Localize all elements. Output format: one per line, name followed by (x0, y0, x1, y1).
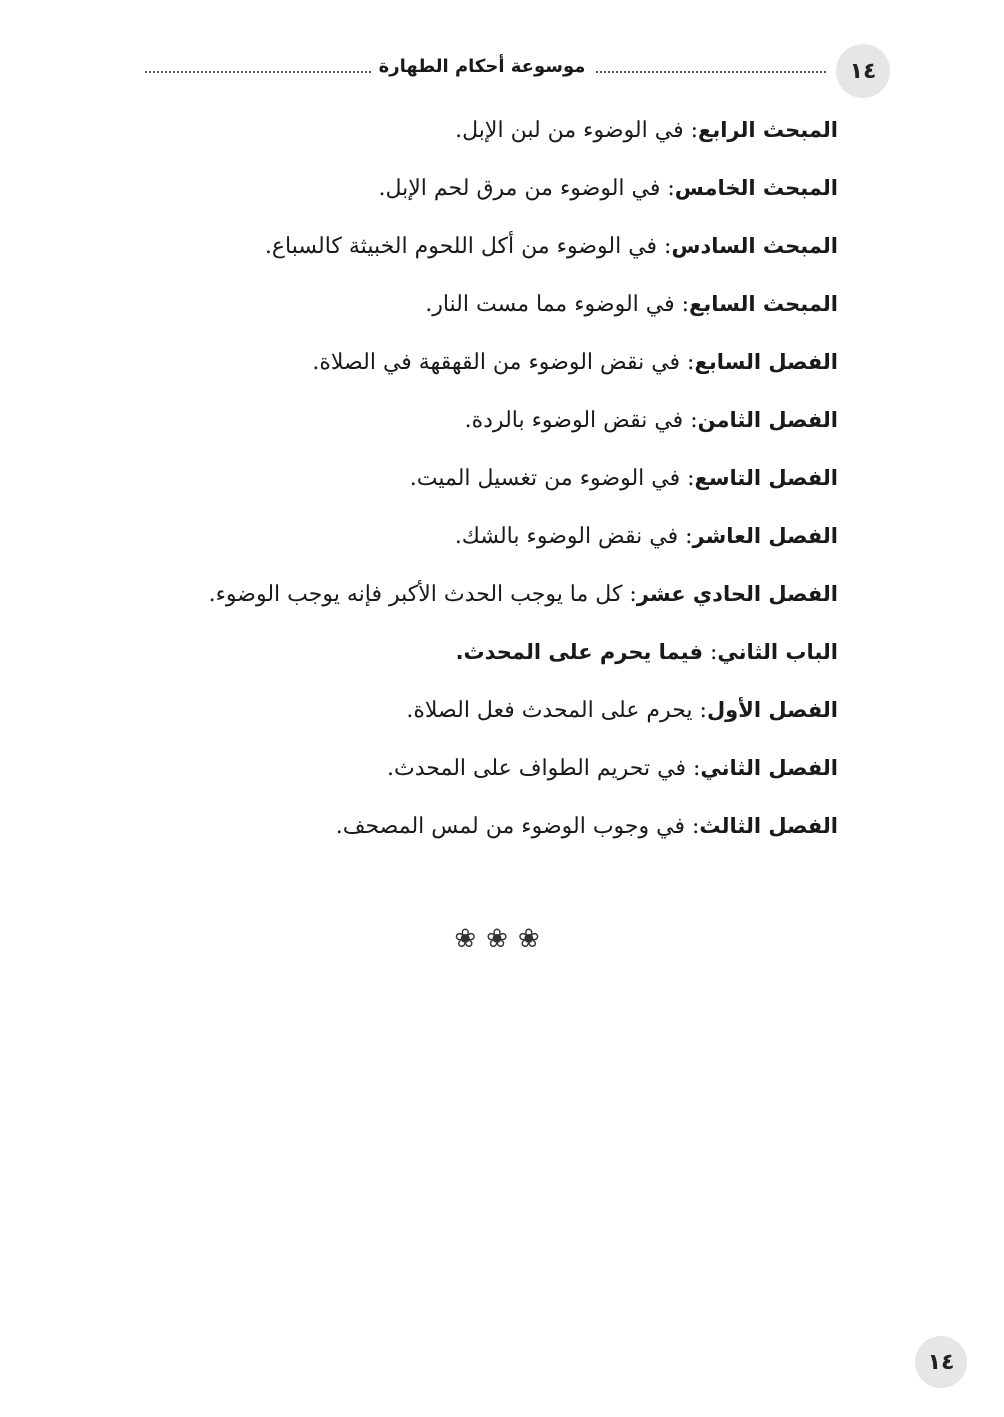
toc-line-label: المبحث الخامس (674, 176, 838, 200)
toc-line-label: المبحث الرابع (698, 118, 838, 142)
footer-page-number: ١٤ (915, 1336, 967, 1388)
toc-line-label: الفصل التاسع (694, 466, 838, 490)
toc-line-text: : في الوضوء مما مست النار. (425, 292, 690, 317)
toc-line (158, 746, 838, 804)
toc-line-label: الفصل العاشر (692, 524, 838, 548)
toc-line (158, 804, 838, 862)
toc-line (158, 108, 838, 166)
toc-line-text: : في الوضوء من مرق لحم الإبل. (378, 176, 675, 201)
toc-line-label: الباب الثاني (717, 640, 838, 664)
toc-line (158, 572, 838, 630)
toc-line-text: : في وجوب الوضوء من لمس المصحف. (335, 814, 700, 839)
toc-line-chapter (158, 630, 838, 688)
toc-line (158, 688, 838, 746)
header-page-number: ١٤ (836, 44, 890, 98)
toc-line-label: المبحث السابع (689, 292, 838, 316)
toc-line-text: : في الوضوء من لبن الإبل. (455, 118, 698, 143)
toc-line (158, 456, 838, 514)
toc-line-text: : في الوضوء من تغسيل الميت. (409, 466, 695, 491)
toc-content (158, 108, 838, 862)
toc-line-label: الفصل الثامن (697, 408, 838, 432)
toc-line-text: : في نقض الوضوء بالردة. (464, 408, 698, 433)
toc-line (158, 224, 838, 282)
header-dotted-rule-left (145, 71, 371, 73)
flower-ornament-icon: ❀❀❀ (454, 924, 550, 954)
toc-line (158, 282, 838, 340)
toc-line-text: : في تحريم الطواف على المحدث. (387, 756, 701, 781)
toc-line-label: الفصل السابع (694, 350, 838, 374)
toc-line-text: : في نقض الوضوء من القهقهة في الصلاة. (312, 350, 695, 375)
toc-line-bold-text: فيما يحرم على المحدث. (455, 640, 703, 664)
toc-line-text: : كل ما يوجب الحدث الأكبر فإنه يوجب الوضوء. (208, 582, 637, 607)
toc-line-label: الفصل الحادي عشر (636, 582, 838, 606)
toc-line-label: المبحث السادس (671, 234, 838, 258)
toc-line-text: : في الوضوء من أكل اللحوم الخبيثة كالسباع. (264, 234, 672, 259)
toc-line-label: الفصل الثالث (699, 814, 838, 838)
toc-line (158, 514, 838, 572)
toc-line-text: : في نقض الوضوء بالشك. (454, 524, 693, 549)
toc-line-text: : (702, 640, 718, 665)
running-title: موسوعة أحكام الطهارة (378, 56, 586, 77)
toc-line (158, 340, 838, 398)
running-header (145, 44, 890, 98)
toc-line-label: الفصل الثاني (700, 756, 838, 780)
toc-line-text: : يحرم على المحدث فعل الصلاة. (406, 698, 707, 723)
toc-line (158, 166, 838, 224)
header-dotted-rule-right (596, 71, 826, 73)
toc-line (158, 398, 838, 456)
toc-line-label: الفصل الأول (706, 698, 838, 722)
